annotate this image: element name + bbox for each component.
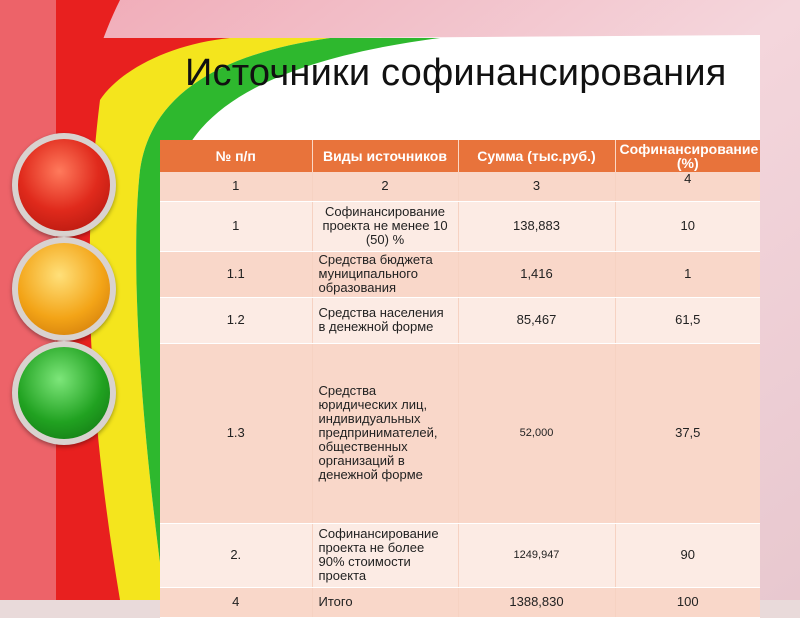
column-header-source-type: Виды источников (312, 140, 458, 172)
table-cell: 1 (160, 201, 312, 251)
page-title: Источники софинансирования (185, 52, 727, 94)
table-cell: 1.2 (160, 297, 312, 343)
table-header-row (160, 140, 760, 172)
table-cell: 1.1 (160, 251, 312, 297)
table-cell: Софинансирование проекта не более 90% стоимости проекта (312, 523, 458, 587)
table-cell: 52,000 (458, 343, 615, 523)
table-cell: Итого (312, 587, 458, 617)
table-row (160, 251, 760, 297)
column-header-percent: Софинансирование (%) (615, 140, 760, 172)
table-row (160, 201, 760, 251)
table-cell: 100 (615, 587, 760, 617)
table-cell: 61,5 (615, 297, 760, 343)
table-row (160, 523, 760, 587)
table-cell: 1 (615, 251, 760, 297)
table-cell: 1249,947 (458, 523, 615, 587)
table-cell: 2 (312, 172, 458, 201)
cofinancing-table-container (160, 140, 760, 609)
table-row (160, 172, 760, 201)
table-cell: 1.3 (160, 343, 312, 523)
table-cell: 90 (615, 523, 760, 587)
table-cell: 4 (160, 587, 312, 617)
table-cell: Средства населения в денежной форме (312, 297, 458, 343)
table-cell: Средства бюджета муниципального образования (312, 251, 458, 297)
green-light-icon (18, 347, 110, 439)
table-row (160, 587, 760, 617)
red-light-icon (18, 139, 110, 231)
table-cell: 1388,830 (458, 587, 615, 617)
table-cell: 2. (160, 523, 312, 587)
table-cell: 37,5 (615, 343, 760, 523)
table-row (160, 297, 760, 343)
table-cell: 1,416 (458, 251, 615, 297)
column-header-amount: Сумма (тыс.руб.) (458, 140, 615, 172)
yellow-light-icon (18, 243, 110, 335)
table-cell: 85,467 (458, 297, 615, 343)
column-header-number: № п/п (160, 140, 312, 172)
table-cell: Средства юридических лиц, индивидуальных предпринимателей, общественных организаций в денежной форме (312, 343, 458, 523)
table-cell: 1 (160, 172, 312, 201)
table-row (160, 343, 760, 523)
cofinancing-table (160, 140, 760, 618)
table-cell: 4 (615, 172, 760, 201)
table-cell: 10 (615, 201, 760, 251)
table-cell: 138,883 (458, 201, 615, 251)
table-cell: Софинансирование проекта не менее 10 (50) % (312, 201, 458, 251)
table-cell: 3 (458, 172, 615, 201)
